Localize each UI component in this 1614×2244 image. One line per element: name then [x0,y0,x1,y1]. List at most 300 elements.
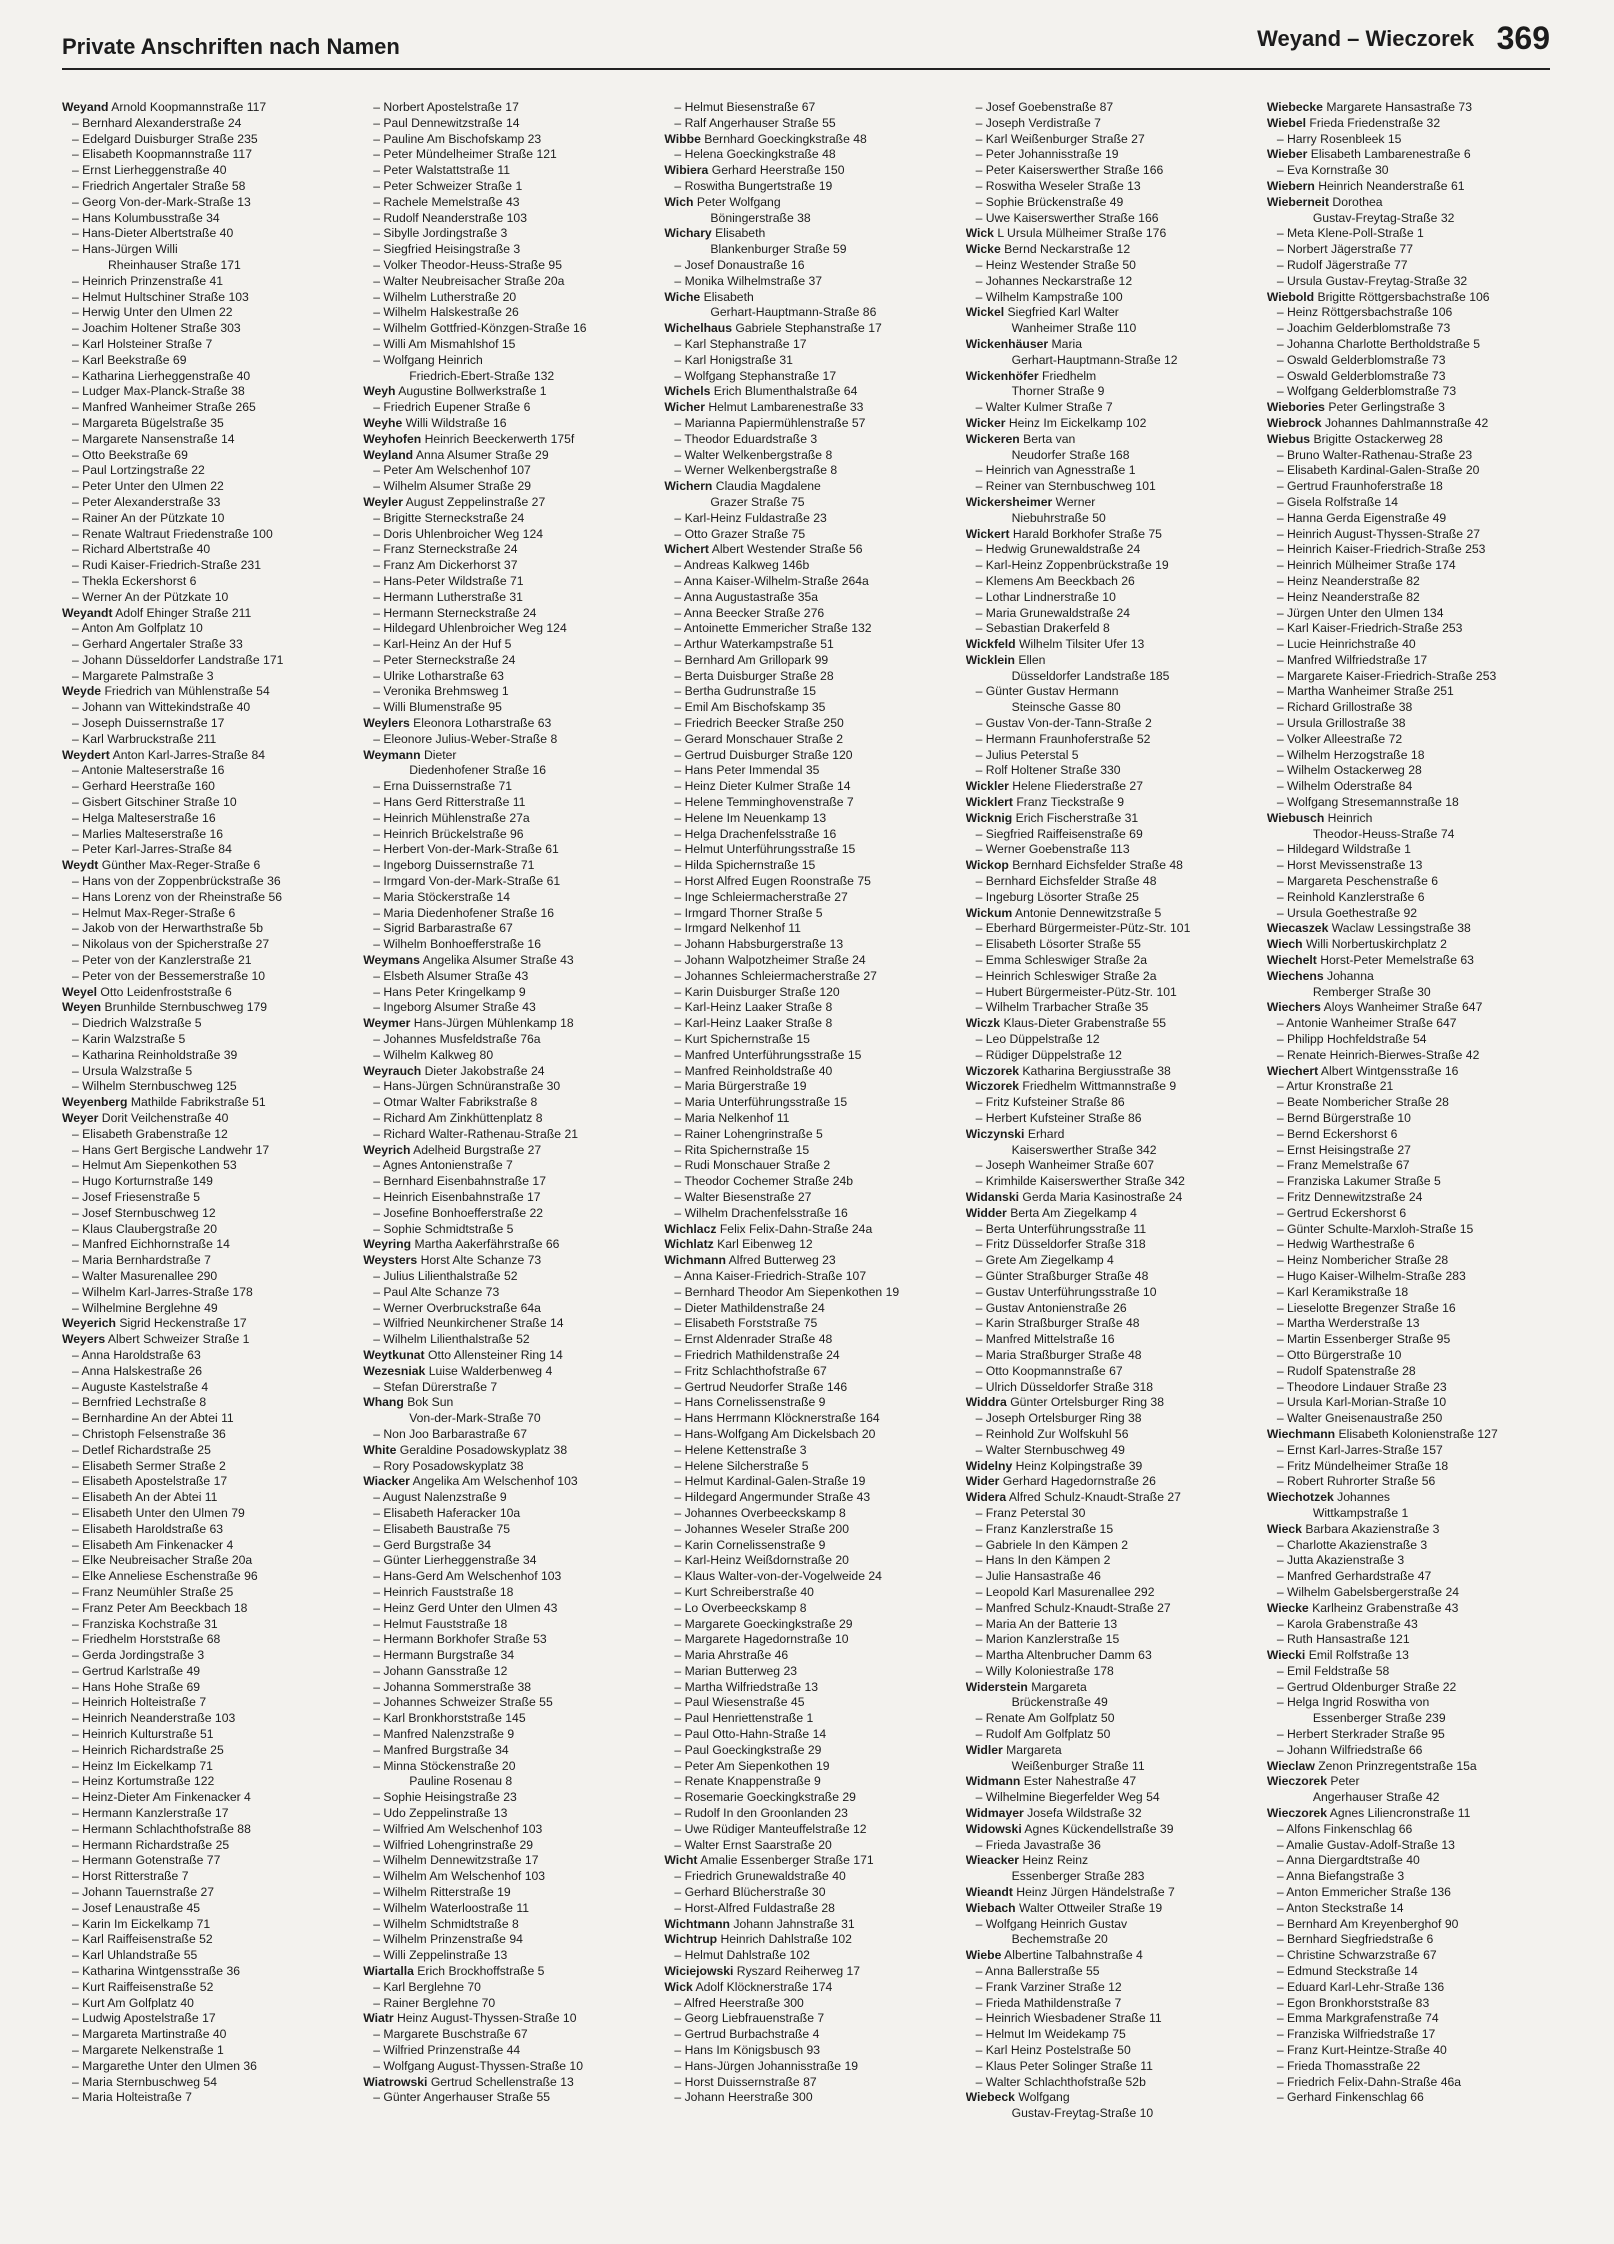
directory-entry [363,1806,646,1822]
entry-text: – Johann Wilfriedstraße 66 [1276,1742,1423,1757]
directory-entry [363,163,646,179]
entry-text: – Kurt Spichernstraße 15 [674,1032,810,1047]
directory-entry [966,1190,1249,1206]
directory-entry [664,542,947,558]
entry-text: – Dieter Mathildenstraße 24 [674,1300,825,1315]
directory-entry [363,1838,646,1854]
directory-entry [1267,384,1550,400]
directory-entry [62,1095,345,1111]
directory-entry [966,1364,1249,1380]
directory-entry [62,290,345,306]
directory-entry [664,353,947,369]
entry-text: – Siegfried Heisingstraße 3 [373,242,521,257]
entry-text: Erhard [1027,1126,1065,1141]
entry-text: – Werner Welkenbergstraße 8 [674,463,838,478]
entry-text: Elisabeth [715,226,766,241]
directory-entry [966,132,1249,148]
directory-entry [62,179,345,195]
directory-entry [1267,842,1550,858]
entry-text: – Wolfgang Stresemannstraße 18 [1276,795,1459,810]
entry-surname: Weyh [363,384,396,399]
directory-entry [966,1048,1249,1064]
name-range: Weyand – Wieczorek [1257,25,1475,51]
entry-text: – Manfred Nalenzstraße 9 [373,1727,515,1742]
entry-text: Brigitte Ostackerweg 28 [1313,431,1443,446]
entry-text: – Amalie Gustav-Adolf-Straße 13 [1276,1837,1455,1852]
entry-surname: Wichels [664,384,711,399]
directory-entry [966,2043,1249,2059]
entry-text: – Doris Uhlenbroicher Weg 124 [373,526,544,541]
entry-text: – Walter Kulmer Straße 7 [975,400,1113,415]
directory-entry [664,1664,947,1680]
directory-entry [664,969,947,985]
directory-entry [966,1822,1249,1838]
directory-entry [966,1490,1249,1506]
directory-entry [664,400,947,416]
entry-surname: Weymer [363,1016,411,1031]
directory-entry [62,432,345,448]
directory-entry [1267,969,1550,985]
entry-text: – Peter Alexanderstraße 33 [72,494,221,509]
entry-text: – Rainer Berglehne 70 [373,1995,496,2010]
entry-surname: Wichlatz [664,1237,714,1252]
entry-text: Albertine Talbahnstraße 4 [1004,1948,1143,1963]
entry-text: – Heinrich Schleswiger Straße 2a [975,968,1157,983]
directory-entry [966,1016,1249,1032]
entry-text: – Heinz Röttgersbachstraße 106 [1276,305,1453,320]
entry-surname: Wickfeld [965,637,1016,652]
entry-surname: Weyrich [363,1142,411,1157]
directory-entry [363,827,646,843]
directory-entry [363,1774,646,1790]
directory-entry [664,1032,947,1048]
entry-text: – Bernfried Lechstraße 8 [72,1395,207,1410]
entry-text: – Manfred Reinholdstraße 40 [674,1063,833,1078]
entry-text: – Walter Biesenstraße 27 [674,1189,812,1204]
entry-surname: Weysters [363,1253,418,1268]
entry-text: – Katharina Wintgensstraße 36 [72,1964,241,1979]
directory-entry [664,1538,947,1554]
entry-surname: Wiczynski [965,1126,1025,1141]
entry-text: Claudia Magdalene [715,479,821,494]
directory-entry [664,1932,947,1948]
entry-text: – Wilfried Prinzenstraße 44 [373,2043,521,2058]
directory-entry [62,1996,345,2012]
entry-text: – Hans Hohe Straße 69 [72,1679,201,1694]
entry-surname: Widera [965,1490,1007,1505]
directory-entry [966,290,1249,306]
entry-text: – Wilhelm Ritterstraße 19 [373,1885,511,1900]
directory-entry [664,1774,947,1790]
directory-entry [966,906,1249,922]
directory-entry [363,1759,646,1775]
directory-entry [664,1206,947,1222]
entry-text: – Otto Koopmannstraße 67 [975,1363,1123,1378]
entry-text: – Johann van Wittekindstraße 40 [72,700,251,715]
entry-text: Johannes [1337,1490,1390,1505]
directory-entry [664,763,947,779]
directory-entry [62,1585,345,1601]
directory-entry [664,653,947,669]
directory-entry [62,953,345,969]
entry-text: – Willi Zeppelinstraße 13 [373,1948,508,1963]
directory-entry [62,1727,345,1743]
entry-text: – Hermann Richardstraße 25 [72,1837,230,1852]
directory-entry [363,1490,646,1506]
directory-entry [1267,1348,1550,1364]
entry-text: – Gertrud Fraunhoferstraße 18 [1276,479,1443,494]
directory-entry [62,242,345,258]
entry-text: – Marianna Papiermühlenstraße 57 [674,415,866,430]
entry-text: – Karl Stephanstraße 17 [674,336,807,351]
entry-text: – Wilhelm Oderstraße 84 [1276,779,1413,794]
entry-text: – Joseph Verdistraße 7 [975,115,1101,130]
entry-text: Frieda Friedenstraße 32 [1309,115,1441,130]
entry-text: Otto Leidenfroststraße 6 [100,984,232,999]
entry-text: Waclaw Lessingstraße 38 [1331,921,1471,936]
entry-text: – Wolfgang August-Thyssen-Straße 10 [373,2058,583,2073]
page-header [62,18,1550,70]
directory-entry [62,1711,345,1727]
entry-text: – Karl Uhlandstraße 55 [72,1948,198,1963]
directory-entry [966,1032,1249,1048]
directory-entry [62,1237,345,1253]
entry-text: – Pauline Am Bischofskamp 23 [373,131,542,146]
entry-text: – Ludwig Apostelstraße 17 [72,2011,216,2026]
directory-entry [966,1380,1249,1396]
entry-text: Gerhard Hagedornstraße 26 [1002,1474,1156,1489]
directory-entry [1267,1332,1550,1348]
entry-text: – Beate Nombericher Straße 28 [1276,1095,1449,1110]
entry-text: – Brigitte Sterneckstraße 24 [373,510,525,525]
directory-entry [62,1759,345,1775]
directory-entry [664,1190,947,1206]
directory-entry [62,1506,345,1522]
entry-text: – Gertrud Karlstraße 49 [72,1663,201,1678]
directory-entry [664,1095,947,1111]
directory-entry [1267,100,1550,116]
entry-text: – Artur Kronstraße 21 [1276,1079,1394,1094]
entry-surname: Wiecke [1266,1600,1309,1615]
directory-entry [62,842,345,858]
directory-entry [62,637,345,653]
directory-entry [1267,1269,1550,1285]
directory-entry [363,1269,646,1285]
entry-text: – Walter Masurenallee 290 [72,1268,218,1283]
directory-entry [966,558,1249,574]
entry-text: – Franz Kurt-Heintze-Straße 40 [1276,2043,1447,2058]
entry-text: – Wilhelm Sternbuschweg 125 [72,1079,237,1094]
directory-entry [1267,906,1550,922]
entry-text: – Helmut Im Weidekamp 75 [975,2027,1126,2042]
directory-entry [664,274,947,290]
entry-text: Mathilde Fabrikstraße 51 [130,1095,266,1110]
directory-entry [62,732,345,748]
directory-entry [966,1632,1249,1648]
directory-entry [966,1664,1249,1680]
directory-entry [1267,653,1550,669]
directory-entry [62,1743,345,1759]
directory-entry [664,1269,947,1285]
directory-entry [966,748,1249,764]
entry-text: – Helene Silcherstraße 5 [674,1458,809,1473]
directory-entry [1267,1727,1550,1743]
entry-text: – Wilhelm Drachenfelsstraße 16 [674,1205,848,1220]
directory-entry [966,1932,1249,1948]
directory-entry [62,1838,345,1854]
directory-entry [62,1490,345,1506]
directory-entry [664,1443,947,1459]
entry-text: – Gerard Monschauer Straße 2 [674,731,844,746]
entry-text: – Wilhelm Dennewitzstraße 17 [373,1853,539,1868]
entry-text: – Heinrich Prinzenstraße 41 [72,273,224,288]
directory-entry [1267,1411,1550,1427]
entry-text: Karlheinz Grabenstraße 43 [1312,1600,1459,1615]
directory-entry [664,1617,947,1633]
entry-text: Ryszard Reiherweg 17 [736,1964,861,1979]
entry-text: – Wilhelm Gabelsbergerstraße 24 [1276,1584,1460,1599]
entry-text: – Maria Bürgerstraße 19 [674,1079,807,1094]
entry-text: Margarete Hansastraße 73 [1326,100,1472,114]
directory-entry [363,1601,646,1617]
entry-text: – Helmut Hultschiner Straße 103 [72,289,249,304]
directory-entry [664,1237,947,1253]
entry-text: Angelika Alsumer Straße 43 [422,953,574,968]
directory-entry [664,1553,947,1569]
entry-text: – Johannes Musfeldstraße 76a [373,1032,541,1047]
entry-text: – Ruth Hansastraße 121 [1276,1632,1410,1647]
directory-entry [363,606,646,622]
entry-text: Dieter [423,747,457,762]
entry-text: – Martha Werderstraße 13 [1276,1316,1420,1331]
directory-entry [1267,921,1550,937]
entry-text: – Gustav Von-der-Tann-Straße 2 [975,716,1152,731]
entry-surname: Wiecaszek [1266,921,1329,936]
directory-entry [966,1617,1249,1633]
directory-entry [1267,700,1550,716]
entry-surname: Wiebel [1266,115,1306,130]
entry-text: – Hermann Lutherstraße 31 [373,589,523,604]
directory-entry [966,321,1249,337]
directory-entry [966,1806,1249,1822]
entry-text: – Sophie Schmidtstraße 5 [373,1221,514,1236]
entry-text: – Hans Im Königsbusch 93 [674,2043,821,2058]
entry-text: – Paul Lortzingstraße 22 [72,463,205,478]
entry-text: – Paul Dennewitzstraße 14 [373,115,520,130]
directory-entry [62,2027,345,2043]
entry-text: – Ursula Grillostraße 38 [1276,716,1406,731]
entry-text: – Irmgard Thorner Straße 5 [674,905,823,920]
entry-text: – Johannes Schweizer Straße 55 [373,1695,553,1710]
directory-entry [664,890,947,906]
entry-text: – Ernst Lierheggenstraße 40 [72,163,227,178]
directory-entry [363,1190,646,1206]
directory-entry [664,2075,947,2091]
directory-entry [966,542,1249,558]
entry-text: – Heinrich Brückelstraße 96 [373,826,524,841]
directory-entry [363,684,646,700]
entry-text: – Heinz Nombericher Straße 28 [1276,1253,1449,1268]
directory-entry [363,2027,646,2043]
entry-text: – Hermann Fraunhoferstraße 52 [975,731,1151,746]
entry-text: Remberger Straße 30 [1312,984,1431,999]
entry-text: – Non Joo Barbarastraße 67 [373,1426,527,1441]
directory-entry [664,1064,947,1080]
directory-entry [363,669,646,685]
entry-text: – Peter Unter den Ulmen 22 [72,479,224,494]
entry-text: Willi Wildstraße 16 [405,415,507,430]
entry-surname: Wider [965,1474,1000,1489]
directory-entry [966,606,1249,622]
directory-entry [1267,432,1550,448]
directory-entry [363,1127,646,1143]
entry-surname: Widmayer [965,1806,1024,1821]
directory-entry [664,1380,947,1396]
entry-surname: Wiebe [965,1948,1002,1963]
directory-entry [966,432,1249,448]
entry-text: – Franz Sterneckstraße 24 [373,542,518,557]
directory-entry [966,1774,1249,1790]
directory-entry [363,242,646,258]
entry-text: – Peter Mündelheimer Straße 121 [373,147,557,162]
entry-text: – Marlies Malteserstraße 16 [72,826,224,841]
entry-text: – Wilhelm Trarbacher Straße 35 [975,1000,1149,1015]
directory-entry [363,511,646,527]
directory-entry [664,416,947,432]
entry-surname: Whang [363,1395,404,1410]
entry-text: Margareta [1006,1742,1062,1757]
entry-text: – Wolfgang Heinrich [373,352,483,367]
directory-entry [363,1869,646,1885]
entry-text: – Karl Honigstraße 31 [674,352,793,367]
directory-entry [62,400,345,416]
entry-text: Josefa Wildstraße 32 [1027,1806,1142,1821]
directory-entry [664,874,947,890]
directory-entry [966,495,1249,511]
entry-text: Dieter Jakobstraße 24 [424,1063,545,1078]
directory-entry [363,858,646,874]
directory-entry [966,937,1249,953]
directory-entry [1267,527,1550,543]
directory-entry [1267,1190,1550,1206]
entry-text: – Peter von der Kanzlerstraße 21 [72,953,252,968]
entry-text: Hans-Jürgen Mühlenkamp 18 [413,1016,574,1031]
directory-entry [363,1095,646,1111]
entry-text: – Alfons Finkenschlag 66 [1276,1821,1413,1836]
entry-surname: Wiczorek [965,1063,1020,1078]
directory-entry [363,179,646,195]
entry-text: – Heinrich Eisenbahnstraße 17 [373,1189,541,1204]
entry-text: – Anton Am Golfplatz 10 [72,621,203,636]
directory-entry [966,1506,1249,1522]
directory-entry [62,827,345,843]
entry-text: Günther Max-Reger-Straße 6 [101,858,261,873]
entry-surname: Weyland [363,447,414,462]
entry-text: – Helene Kettenstraße 3 [674,1442,807,1457]
entry-text: – Heinrich August-Thyssen-Straße 27 [1276,526,1481,541]
entry-text: – Manfred Schulz-Knaudt-Straße 27 [975,1600,1171,1615]
entry-text: Sigrid Heckenstraße 17 [119,1316,247,1331]
directory-entry [664,921,947,937]
entry-text: – Katharina Reinholdstraße 39 [72,1047,238,1062]
entry-text: Klaus-Dieter Grabenstraße 55 [1003,1016,1167,1031]
entry-text: – Klaus Walter-von-der-Vogelweide 24 [674,1569,882,1584]
directory-entry [664,369,947,385]
directory-entry [1267,163,1550,179]
directory-entry [664,1427,947,1443]
directory-entry [62,606,345,622]
directory-entry [62,1885,345,1901]
directory-entry [1267,763,1550,779]
directory-entry [363,1822,646,1838]
directory-entry [966,1395,1249,1411]
entry-surname: Wichtmann [664,1916,730,1931]
entry-surname: Wickeren [965,431,1020,446]
entry-surname: Wiciejowski [664,1964,734,1979]
entry-text: – Kurt Schreiberstraße 40 [674,1584,814,1599]
entry-text: Wanheimer Straße 110 [1011,321,1137,336]
directory-entry [363,1664,646,1680]
directory-entry [664,574,947,590]
directory-entry [363,1143,646,1159]
directory-entry [1267,1079,1550,1095]
directory-entry [1267,2090,1550,2106]
entry-surname: Weyerich [62,1316,116,1331]
entry-text: – Jakob von der Herwarthstraße 5b [72,921,264,936]
entry-surname: Wiecki [1266,1648,1306,1663]
directory-entry [62,1948,345,1964]
directory-entry [363,779,646,795]
entry-text: – Rainer Lohengrinstraße 5 [674,1126,823,1141]
directory-entry [1267,369,1550,385]
entry-text: – Klemens Am Beeckbach 26 [975,573,1135,588]
entry-text: – Wilhelm Herzogstraße 18 [1276,747,1425,762]
directory-entry [1267,290,1550,306]
directory-entry [1267,542,1550,558]
entry-text: – Stefan Dürerstraße 7 [373,1379,498,1394]
entry-text: – Anna Beecker Straße 276 [674,605,825,620]
directory-entry [363,1427,646,1443]
entry-text: – Josef Sternbuschweg 12 [72,1205,216,1220]
directory-entry [62,2090,345,2106]
entry-text: – Bruno Walter-Rathenau-Straße 23 [1276,447,1473,462]
entry-text: Alfred Schulz-Knaudt-Straße 27 [1008,1490,1181,1505]
entry-surname: Weyhofen [363,431,422,446]
entry-text: – Franziska Lakumer Straße 5 [1276,1174,1441,1189]
directory-entry [62,763,345,779]
entry-text: – Rudolf Neanderstraße 103 [373,210,527,225]
entry-text: – Ernst Aldenrader Straße 48 [674,1332,833,1347]
entry-surname: Weyhe [363,415,403,430]
entry-text: – Karl-Heinz Laaker Straße 8 [674,1016,833,1031]
entry-surname: Weymann [363,747,421,762]
directory-entry [1267,1885,1550,1901]
directory-entry [363,1206,646,1222]
directory-entry [62,937,345,953]
entry-text: Otto Allensteiner Ring 14 [428,1347,563,1362]
entry-text: – Maria Straßburger Straße 48 [975,1347,1142,1362]
directory-entry [1267,732,1550,748]
directory-entry [664,1506,947,1522]
directory-entry [966,890,1249,906]
directory-entry [664,1459,947,1475]
entry-text: – Bernd Eckershorst 6 [1276,1126,1398,1141]
entry-text: Horst Alte Schanze 73 [420,1253,542,1268]
entry-text: – Johann Habsburgerstraße 13 [674,937,844,952]
directory-entry [664,1853,947,1869]
entry-text: – Wilhelm Waterloostraße 11 [373,1900,529,1915]
entry-text: – Karl Weißenburger Straße 27 [975,131,1145,146]
